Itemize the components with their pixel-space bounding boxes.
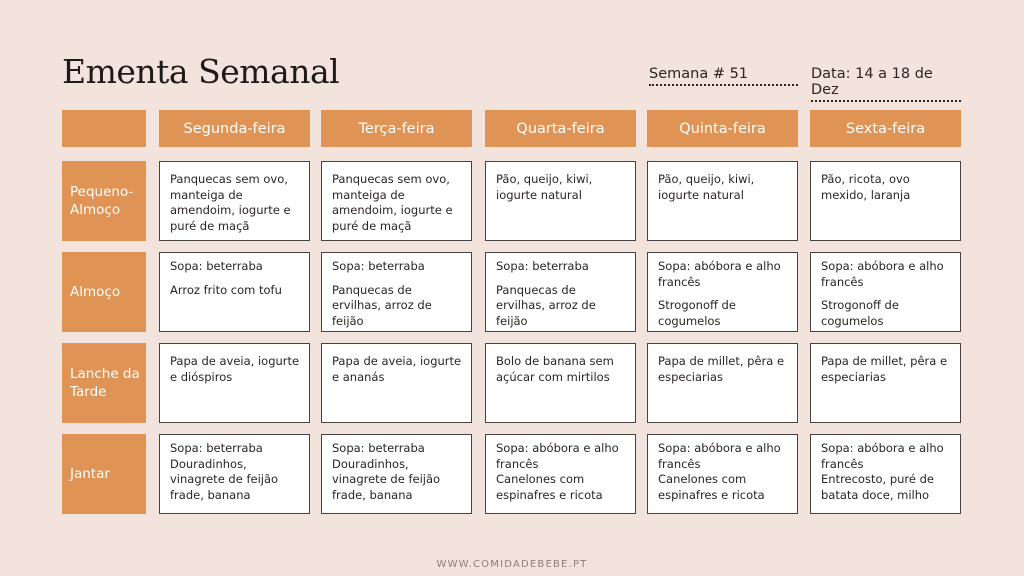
menu-cell — [810, 434, 961, 514]
menu-item-text: Canelones com espinafres e ricota — [496, 472, 603, 502]
menu-item-text: Sopa: abóbora e alho francês — [658, 441, 781, 471]
day-header-3: Quarta-feira — [485, 110, 636, 147]
date-range: Data: 14 a 18 de Dez — [811, 66, 961, 102]
menu-item-text: Sopa: beterraba — [332, 441, 425, 455]
menu-cell — [321, 252, 472, 332]
menu-cell — [647, 161, 798, 241]
day-header-1: Segunda-feira — [159, 110, 310, 147]
menu-item-text: Strogonoff de cogumelos — [658, 298, 736, 328]
menu-cell — [485, 434, 636, 514]
day-header-2: Terça-feira — [321, 110, 472, 147]
menu-cell — [647, 434, 798, 514]
menu-item-text: Papa de millet, pêra e especiarias — [658, 354, 785, 384]
menu-item-text: Strogonoff de cogumelos — [821, 298, 899, 328]
menu-cell — [321, 434, 472, 514]
menu-cell — [321, 161, 472, 241]
menu-item-text: Bolo de banana sem açúcar com mirtilos — [496, 354, 614, 384]
menu-item-text: Douradinhos, vinagrete de feijão frade, banana — [170, 456, 279, 502]
menu-cell — [647, 343, 798, 423]
menu-item-text: Pão, queijo, kiwi, iogurte natural — [658, 172, 755, 202]
menu-cell — [321, 343, 472, 423]
menu-item-text: Sopa: beterraba — [332, 259, 425, 273]
menu-item-text: Sopa: abóbora e alho francês — [658, 259, 781, 289]
menu-item-text: Canelones com espinafres e ricota — [658, 472, 765, 502]
menu-item-text: Sopa: beterraba — [170, 259, 263, 273]
menu-cell — [810, 161, 961, 241]
menu-item-text: Panquecas de ervilhas, arroz de feijão — [332, 282, 432, 328]
menu-cell — [485, 343, 636, 423]
menu-cell — [485, 252, 636, 332]
menu-item-text: Sopa: abóbora e alho francês — [821, 259, 944, 289]
menu-item-text: Sopa: beterraba — [170, 441, 263, 455]
menu-item-text: Panquecas sem ovo, manteiga de amendoim, iogurte e puré de maçã — [170, 172, 291, 233]
menu-item-text: Entrecosto, puré de batata doce, milho — [821, 472, 934, 502]
menu-cell — [647, 252, 798, 332]
page-title: Ementa Semanal — [62, 52, 340, 91]
menu-cell — [159, 161, 310, 241]
meal-label: Pequeno-Almoço — [62, 161, 146, 241]
menu-item-text: Pão, ricota, ovo mexido, laranja — [821, 172, 911, 202]
menu-item-text: Papa de aveia, iogurte e dióspiros — [170, 354, 300, 384]
meal-label: Almoço — [62, 252, 146, 332]
day-header-4: Quinta-feira — [647, 110, 798, 147]
day-header-5: Sexta-feira — [810, 110, 961, 147]
menu-cell — [159, 343, 310, 423]
meal-label: Jantar — [62, 434, 146, 514]
menu-item-text: Panquecas sem ovo, manteiga de amendoim, iogurte e puré de maçã — [332, 172, 453, 233]
menu-item-text: Sopa: beterraba — [496, 259, 589, 273]
menu-item-text: Papa de aveia, iogurte e ananás — [332, 354, 462, 384]
menu-cell — [810, 252, 961, 332]
menu-cell — [485, 161, 636, 241]
menu-cell — [810, 343, 961, 423]
menu-item-text: Panquecas de ervilhas, arroz de feijão — [496, 282, 596, 328]
menu-cell — [159, 434, 310, 514]
menu-cell — [159, 252, 310, 332]
menu-item-text: Papa de millet, pêra e especiarias — [821, 354, 948, 384]
week-number: Semana # 51 — [649, 66, 798, 86]
header-corner — [62, 110, 146, 147]
menu-item-text: Pão, queijo, kiwi, iogurte natural — [496, 172, 593, 202]
meal-label: Lanche da Tarde — [62, 343, 146, 423]
menu-item-text: Sopa: abóbora e alho francês — [821, 441, 944, 471]
menu-item-text: Douradinhos, vinagrete de feijão frade, banana — [332, 456, 441, 502]
menu-item-text: Sopa: abóbora e alho francês — [496, 441, 619, 471]
footer-website: WWW.COMIDADEBEBE.PT — [436, 559, 588, 570]
menu-item-text: Arroz frito com tofu — [170, 282, 282, 297]
